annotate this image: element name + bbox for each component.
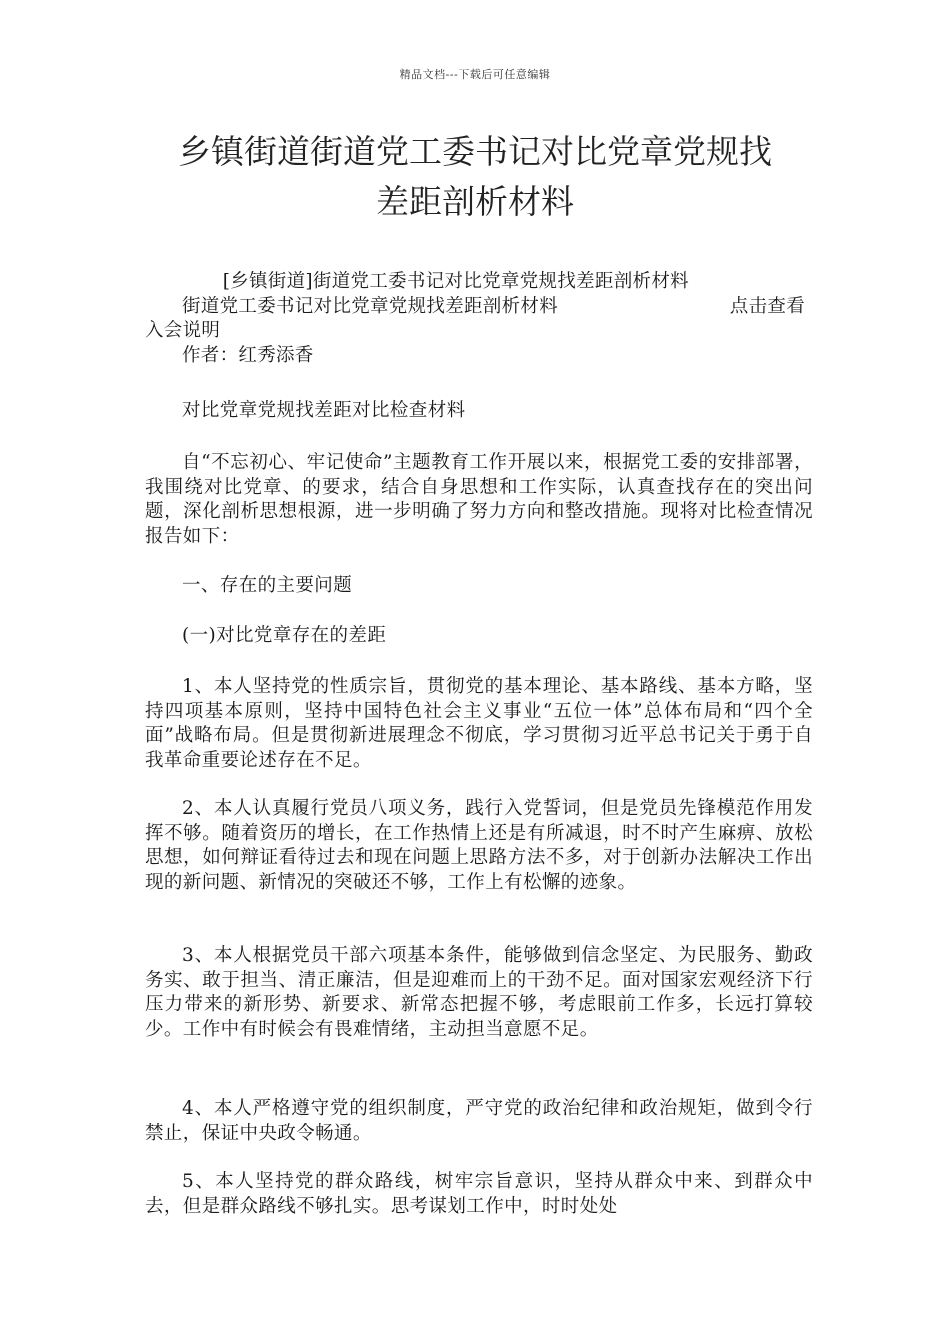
item-3: 3、本人根据党员干部六项基本条件，能够做到信念坚定、为民服务、勤政务实、敢于担当、清正廉洁，但是迎难而上的干劲不足。面对国家宏观经济下行压力带来的新形势、新要求、新常态把握不够，考虑眼前工作多，长远打算较少。工作中有时候会有畏难情绪，主动担当意愿不足。 [145,945,813,1040]
meta-line3: 入会说明 [145,320,221,341]
meta-block [145,270,813,368]
header-note: 精品文档---下载后可任意编辑 [399,68,551,81]
item-4: 4、本人严格遵守党的组织制度，严守党的政治纪律和政治规矩，做到令行禁止，保证中央政令畅通。 [145,1098,813,1144]
view-link[interactable]: 点击查看 [729,295,805,317]
meta-line1: [乡镇街道]街道党工委书记对比党章党规找差距剖析材料 [222,271,689,292]
item-5: 5、本人坚持党的群众路线，树牢宗旨意识，坚持从群众中来、到群众中去，但是群众路线不够扎实。思考谋划工作中，时时处处 [145,1171,813,1217]
item-2: 2、本人认真履行党员八项义务，践行入党誓词，但是党员先锋模范作用发挥不够。随着资历的增长，在工作热情上还是有所减退，时不时产生麻痹、放松思想，如何辩证看待过去和现在问题上思路方法不多，对于创新办法解决工作出现的新问题、新情况的突破还不够，工作上有松懈的迹象。 [145,798,813,893]
author-line: 作者：红秀添香 [182,344,314,366]
subsection-heading-1: (一)对比党章存在的差距 [182,625,387,646]
document-title-line1: 乡镇街道街道党工委书记对比党章党规找 [178,132,772,171]
intro-paragraph: 自“不忘初心、牢记使命”主题教育工作开展以来，根据党工委的安排部署，我围绕对比党章、的要求，结合自身思想和工作实际，认真查找存在的突出问题，深化剖析思想根源，进一步明确了努力方向和整改措施。现将对比检查情况报告如下： [145,452,813,547]
meta-line2-left: 街道党工委书记对比党章党规找差距剖析材料 [182,295,559,317]
section-heading-1: 一、存在的主要问题 [182,575,353,596]
document-title-line2: 差距剖析材料 [376,182,574,221]
subtitle: 对比党章党规找差距对比检查材料 [182,400,466,421]
item-1: 1、本人坚持党的性质宗旨，贯彻党的基本理论、基本路线、基本方略，坚持四项基本原则，坚持中国特色社会主义事业“五位一体”总体布局和“四个全面”战略布局。但是贯彻新进展理念不彻底，学习贯彻习近平总书记关于勇于自我革命重要论述存在不足。 [145,676,813,771]
meta-line2 [145,295,813,320]
